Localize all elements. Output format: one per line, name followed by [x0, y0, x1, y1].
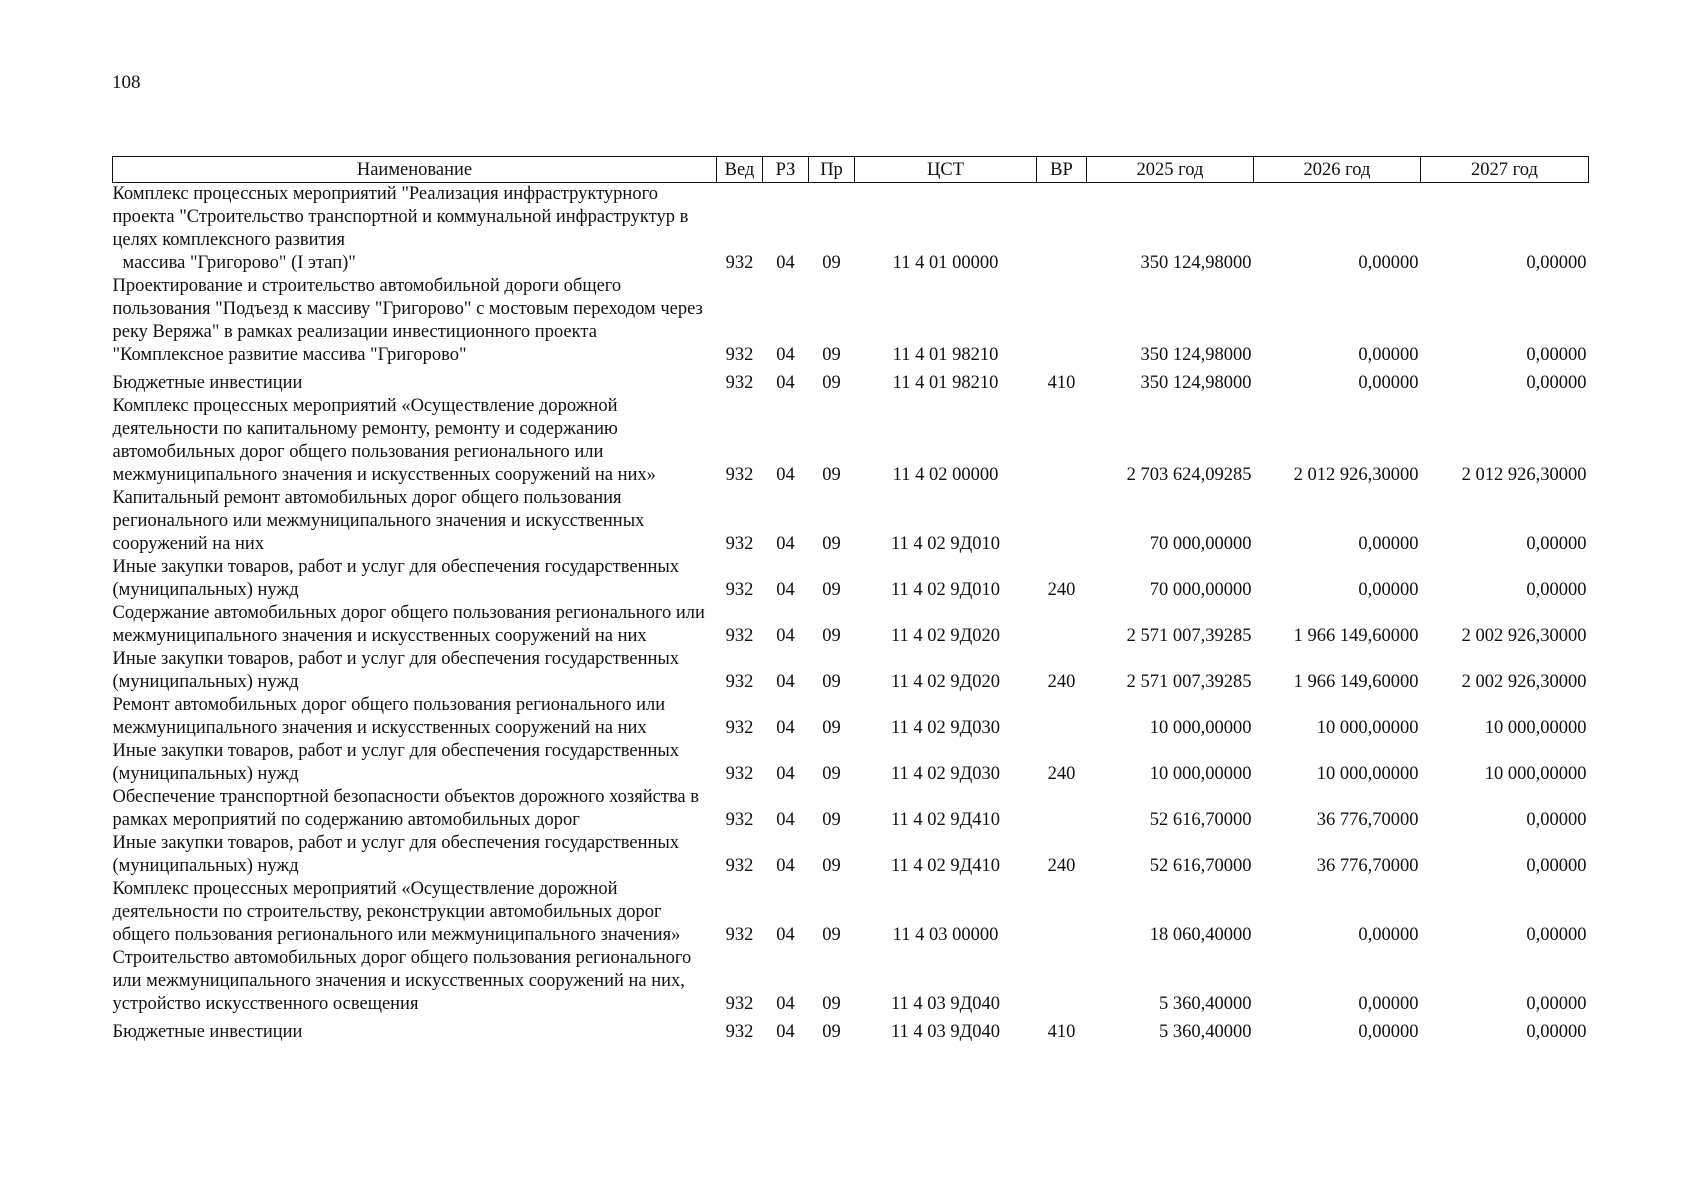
row-name-line: Ремонт автомобильных дорог общего пользования регионального или межмуниципального значения и искусственных сооружений на них — [112, 695, 666, 738]
cell-y2026: 36 776,70000 — [1316, 810, 1419, 830]
cell-rz: 04 — [776, 718, 795, 738]
cell-rz: 04 — [776, 345, 795, 365]
row-name-line: массива "Григорово" (I этап)" — [122, 253, 356, 273]
cell-ved: 932 — [725, 994, 754, 1014]
cell-cst: 11 4 02 9Д030 — [890, 764, 1001, 784]
table-row — [113, 786, 1589, 832]
cell-vr — [1037, 947, 1087, 1016]
cell-cst: 11 4 01 98210 — [892, 345, 999, 365]
cell-pr: 09 — [822, 994, 841, 1014]
header-2025: 2025 год — [1087, 157, 1254, 183]
cell-ved: 932 — [725, 373, 754, 393]
cell-y2027: 10 000,00000 — [1484, 764, 1587, 784]
table-row — [113, 602, 1589, 648]
row-name-line: Бюджетные инвестиции — [112, 373, 303, 393]
row-name — [113, 947, 717, 1016]
row-name — [113, 275, 717, 367]
cell-y2025: 70 000,00000 — [1149, 580, 1252, 600]
table-body — [113, 183, 1589, 1045]
cell-y2027: 0,00000 — [1526, 253, 1587, 273]
table-row — [113, 740, 1589, 786]
cell-y2027: 0,00000 — [1526, 925, 1587, 945]
cell-y2027: 0,00000 — [1526, 994, 1587, 1014]
cell-y2025: 52 616,70000 — [1149, 810, 1252, 830]
cell-y2025: 52 616,70000 — [1149, 856, 1252, 876]
cell-y2026: 0,00000 — [1358, 925, 1419, 945]
page-number: 108 — [112, 72, 141, 93]
cell-vr — [1037, 602, 1087, 648]
cell-cst: 11 4 01 00000 — [892, 253, 999, 273]
header-pr: Пр — [809, 157, 855, 183]
cell-vr: 410 — [1047, 1022, 1076, 1042]
cell-rz: 04 — [776, 626, 795, 646]
cell-cst: 11 4 02 9Д010 — [890, 534, 1001, 554]
cell-rz: 04 — [776, 253, 795, 273]
cell-rz: 04 — [776, 764, 795, 784]
cell-cst: 11 4 02 9Д030 — [890, 718, 1001, 738]
table-row — [113, 183, 1589, 276]
cell-vr — [1037, 694, 1087, 740]
table-row — [113, 395, 1589, 487]
header-name: Наименование — [113, 157, 717, 183]
cell-rz: 04 — [776, 925, 795, 945]
cell-cst: 11 4 02 9Д410 — [890, 810, 1001, 830]
cell-vr — [1037, 395, 1087, 487]
cell-vr: 240 — [1047, 764, 1076, 784]
cell-pr: 09 — [822, 373, 841, 393]
cell-ved: 932 — [725, 1022, 754, 1042]
cell-pr: 09 — [822, 925, 841, 945]
row-name — [113, 740, 717, 786]
cell-y2027: 2 002 926,30000 — [1461, 626, 1587, 646]
cell-rz: 04 — [776, 580, 795, 600]
cell-y2027: 0,00000 — [1526, 580, 1587, 600]
cell-y2027: 0,00000 — [1526, 1022, 1587, 1042]
cell-y2025: 10 000,00000 — [1149, 718, 1252, 738]
cell-rz: 04 — [776, 373, 795, 393]
header-rz: РЗ — [763, 157, 809, 183]
cell-pr: 09 — [822, 1022, 841, 1042]
row-name — [113, 694, 717, 740]
cell-pr: 09 — [822, 626, 841, 646]
row-name-line: Строительство автомобильных дорог общего пользования регионального или межмуниципального значения и искусственных сооружений на них, устройство искусственного освещения — [112, 948, 692, 1014]
cell-y2026: 0,00000 — [1358, 345, 1419, 365]
cell-pr: 09 — [822, 534, 841, 554]
row-name-line: Иные закупки товаров, работ и услуг для обеспечения государственных (муниципальных) нужд — [112, 649, 680, 692]
cell-y2026: 0,00000 — [1358, 373, 1419, 393]
cell-y2025: 350 124,98000 — [1140, 253, 1252, 273]
cell-vr — [1037, 487, 1087, 556]
row-name — [113, 602, 717, 648]
cell-vr: 240 — [1047, 580, 1076, 600]
cell-y2026: 10 000,00000 — [1316, 718, 1419, 738]
header-2027: 2027 год — [1421, 157, 1589, 183]
cell-ved: 932 — [725, 580, 754, 600]
cell-y2026: 0,00000 — [1358, 534, 1419, 554]
table-row — [113, 487, 1589, 556]
table-row — [113, 947, 1589, 1016]
cell-y2027: 0,00000 — [1526, 856, 1587, 876]
cell-ved: 932 — [725, 345, 754, 365]
header-cst: ЦСТ — [855, 157, 1037, 183]
cell-pr: 09 — [822, 810, 841, 830]
cell-y2026: 0,00000 — [1358, 253, 1419, 273]
row-name-line: Комплекс процессных мероприятий «Осуществление дорожной деятельности по строительству, реконструкции автомобильных дорог общего пользования регионального или межмуниципального значения» — [112, 879, 681, 945]
cell-y2026: 2 012 926,30000 — [1293, 465, 1419, 485]
header-ved: Вед — [717, 157, 763, 183]
row-name-line: Иные закупки товаров, работ и услуг для обеспечения государственных (муниципальных) нужд — [112, 741, 680, 784]
cell-ved: 932 — [725, 534, 754, 554]
cell-y2027: 0,00000 — [1526, 534, 1587, 554]
row-name — [113, 878, 717, 947]
cell-ved: 932 — [725, 626, 754, 646]
cell-rz: 04 — [776, 534, 795, 554]
cell-y2025: 350 124,98000 — [1140, 345, 1252, 365]
cell-cst: 11 4 03 9Д040 — [890, 1022, 1001, 1042]
table-row — [113, 694, 1589, 740]
cell-cst: 11 4 03 00000 — [892, 925, 999, 945]
cell-y2026: 10 000,00000 — [1316, 764, 1419, 784]
cell-ved: 932 — [725, 810, 754, 830]
cell-ved: 932 — [725, 465, 754, 485]
cell-pr: 09 — [822, 465, 841, 485]
row-name — [113, 395, 717, 487]
cell-y2026: 36 776,70000 — [1316, 856, 1419, 876]
row-name-line: Бюджетные инвестиции — [112, 1022, 303, 1042]
cell-rz: 04 — [776, 994, 795, 1014]
cell-ved: 932 — [725, 764, 754, 784]
cell-pr: 09 — [822, 253, 841, 273]
cell-y2026: 0,00000 — [1358, 580, 1419, 600]
cell-y2027: 0,00000 — [1526, 373, 1587, 393]
row-name — [113, 648, 717, 694]
cell-y2025: 350 124,98000 — [1140, 373, 1252, 393]
cell-y2025: 10 000,00000 — [1149, 764, 1252, 784]
cell-y2026: 0,00000 — [1358, 1022, 1419, 1042]
cell-cst: 11 4 02 00000 — [892, 465, 999, 485]
table-row — [113, 878, 1589, 947]
cell-y2025: 5 360,40000 — [1159, 1022, 1252, 1042]
table-row — [113, 367, 1589, 395]
cell-vr — [1037, 786, 1087, 832]
cell-y2026: 1 966 149,60000 — [1293, 626, 1419, 646]
cell-pr: 09 — [822, 580, 841, 600]
cell-y2027: 0,00000 — [1526, 345, 1587, 365]
cell-ved: 932 — [725, 856, 754, 876]
row-name-line: Иные закупки товаров, работ и услуг для обеспечения государственных (муниципальных) нужд — [112, 833, 680, 876]
cell-cst: 11 4 02 9Д020 — [890, 626, 1001, 646]
cell-cst: 11 4 01 98210 — [892, 373, 999, 393]
header-vr: ВР — [1037, 157, 1087, 183]
cell-y2026: 0,00000 — [1358, 994, 1419, 1014]
cell-vr — [1037, 275, 1087, 367]
cell-ved: 932 — [725, 718, 754, 738]
row-name-line: Проектирование и строительство автомобильной дороги общего пользования "Подъезд к массиву "Григорово" с мостовым переходом через реку Веряжа" в рамках реализации инвестиционного проекта "Комплексное развитие массива "Григорово" — [112, 276, 703, 365]
row-name — [113, 786, 717, 832]
cell-pr: 09 — [822, 718, 841, 738]
cell-rz: 04 — [776, 672, 795, 692]
cell-rz: 04 — [776, 465, 795, 485]
cell-y2025: 2 571 007,39285 — [1126, 672, 1252, 692]
table-row — [113, 832, 1589, 878]
table-row — [113, 1016, 1589, 1044]
row-name-line: Комплекс процессных мероприятий "Реализация инфраструктурного проекта "Строительство транспортной и коммунальной инфраструктур в целях комплексного развития — [112, 184, 689, 250]
cell-y2025: 5 360,40000 — [1159, 994, 1252, 1014]
row-name — [113, 367, 717, 395]
row-name-line: Содержание автомобильных дорог общего пользования регионального или межмуниципального значения и искусственных сооружений на них — [112, 603, 705, 646]
cell-rz: 04 — [776, 810, 795, 830]
cell-y2025: 2 703 624,09285 — [1126, 465, 1252, 485]
cell-y2027: 10 000,00000 — [1484, 718, 1587, 738]
cell-y2026: 1 966 149,60000 — [1293, 672, 1419, 692]
row-name — [113, 183, 717, 276]
cell-ved: 932 — [725, 253, 754, 273]
cell-vr: 240 — [1047, 672, 1076, 692]
cell-rz: 04 — [776, 856, 795, 876]
cell-vr: 410 — [1047, 373, 1076, 393]
row-name — [113, 556, 717, 602]
row-name — [113, 487, 717, 556]
cell-cst: 11 4 02 9Д410 — [890, 856, 1001, 876]
cell-vr: 240 — [1047, 856, 1076, 876]
row-name — [113, 832, 717, 878]
budget-table — [112, 156, 1589, 1044]
row-name-line: Иные закупки товаров, работ и услуг для обеспечения государственных (муниципальных) нужд — [112, 557, 680, 600]
cell-rz: 04 — [776, 1022, 795, 1042]
cell-y2027: 2 002 926,30000 — [1461, 672, 1587, 692]
cell-y2027: 2 012 926,30000 — [1461, 465, 1587, 485]
cell-vr — [1037, 183, 1087, 276]
table-row — [113, 275, 1589, 367]
cell-pr: 09 — [822, 672, 841, 692]
cell-vr — [1037, 878, 1087, 947]
cell-cst: 11 4 02 9Д010 — [890, 580, 1001, 600]
row-name-line: Комплекс процессных мероприятий «Осуществление дорожной деятельности по капитальному ремонту, ремонту и содержанию автомобильных дорог общего пользования регионального или межмуниципального значения и искусственных сооружений на них» — [112, 396, 656, 485]
cell-y2025: 70 000,00000 — [1149, 534, 1252, 554]
table-header-row — [113, 157, 1589, 183]
cell-pr: 09 — [822, 764, 841, 784]
table-row — [113, 556, 1589, 602]
table-row — [113, 648, 1589, 694]
row-name-line: Капитальный ремонт автомобильных дорог общего пользования регионального или межмуниципального значения и искусственных сооружений на них — [112, 488, 645, 554]
cell-pr: 09 — [822, 856, 841, 876]
cell-cst: 11 4 02 9Д020 — [890, 672, 1001, 692]
cell-y2025: 18 060,40000 — [1149, 925, 1252, 945]
row-name — [113, 1016, 717, 1044]
cell-y2027: 0,00000 — [1526, 810, 1587, 830]
cell-cst: 11 4 03 9Д040 — [890, 994, 1001, 1014]
cell-ved: 932 — [725, 672, 754, 692]
cell-ved: 932 — [725, 925, 754, 945]
row-name-line: Обеспечение транспортной безопасности объектов дорожного хозяйства в рамках мероприятий по содержанию автомобильных дорог — [112, 787, 700, 830]
cell-y2025: 2 571 007,39285 — [1126, 626, 1252, 646]
cell-pr: 09 — [822, 345, 841, 365]
header-2026: 2026 год — [1254, 157, 1421, 183]
